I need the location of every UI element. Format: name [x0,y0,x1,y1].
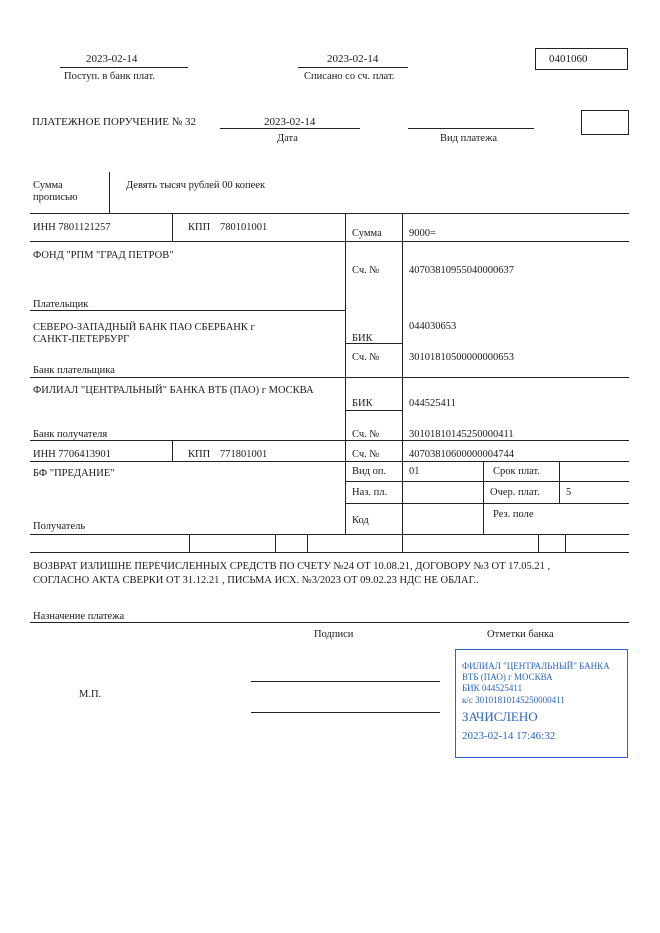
purpose-line-2: СОГЛАСНО АКТА СВЕРКИ ОТ 31.12.21 , ПИСЬМА ИСХ. №3/2023 ОТ 09.02.23 НДС НЕ ОБЛАГ.. [33,575,479,586]
grid-line [30,213,629,214]
stamp-status: ЗАЧИСЛЕНО [462,709,538,724]
purpose-label: Назначение платежа [33,611,125,622]
op-type-label: Вид оп. [352,466,387,477]
mp-label: М.П. [79,689,102,700]
payer-bank-label: Банк плательщика [33,365,115,376]
debited-label: Списано со сч. плат. [304,71,395,82]
payer-kpp-label: КПП [188,222,211,233]
payer-bik-label: БИК [352,333,373,344]
grid-line [345,241,629,242]
stamp-line-3: БИК 044525411 [462,683,523,693]
order-date-label: Дата [277,133,298,144]
payer-name: ФОНД "РПМ "ГРАД ПЕТРОВ" [33,250,174,261]
stamp-line-4: к/с 30101810145250000411 [462,695,565,705]
term-label: Срок плат. [493,466,540,477]
payee-label: Получатель [33,521,86,532]
reserve-label: Рез. поле [493,509,534,520]
amount-words-label-2: прописью [33,192,78,203]
grid-line [30,461,629,462]
payer-account-label: Сч. № [352,265,380,276]
payer-bank-account-label: Сч. № [352,352,380,363]
payee-bank-account: 30101810145250000411 [409,429,514,440]
op-type-value: 01 [409,466,420,477]
grid-vline [402,213,403,552]
priority-value: 5 [566,487,572,498]
grid-vline [565,534,566,552]
payee-bank-name: ФИЛИАЛ "ЦЕНТРАЛЬНЫЙ" БАНКА ВТБ (ПАО) г МОСКВА [33,385,314,396]
stamp-datetime: 2023-02-14 17:46:32 [462,730,556,742]
priority-label: Очер. плат. [490,487,540,498]
bank-stamp [455,649,628,758]
signature-line-1 [251,681,440,682]
stamp-line-2: ВТБ (ПАО) г МОСКВА [462,672,553,682]
grid-line [30,440,629,441]
purpose-code-label: Наз. пл. [352,487,388,498]
grid-vline [345,213,346,534]
bank-marks-label: Отметки банка [487,629,554,640]
order-date: 2023-02-14 [264,116,316,128]
grid-vline [275,534,276,552]
amount-words-label-1: Сумма [33,180,63,191]
form-code: 0401060 [549,53,588,65]
payer-bank-name-1: СЕВЕРО-ЗАПАДНЫЙ БАНК ПАО СБЕРБАНК г [33,322,255,333]
payer-account: 40703810955040000637 [409,265,514,276]
stamp-line-1: ФИЛИАЛ "ЦЕНТРАЛЬНЫЙ" БАНКА [462,661,610,671]
grid-line [30,241,345,242]
order-date-line [220,128,360,129]
sum-value: 9000= [409,228,436,239]
payment-type-label: Вид платежа [440,133,498,144]
payment-type-line [408,128,534,129]
payee-kpp-label: КПП [188,449,211,460]
signature-line-2 [251,712,440,713]
payee-inn: ИНН 7706413901 [33,449,111,460]
grid-line [30,534,629,535]
payee-name: БФ "ПРЕДАНИЕ" [33,468,115,479]
payee-kpp: 771801001 [220,449,268,460]
payer-bik: 044030653 [409,321,457,332]
amount-words-divider [109,172,110,213]
payee-bank-account-label: Сч. № [352,429,380,440]
received-date: 2023-02-14 [86,53,138,65]
grid-vline [189,534,190,552]
grid-line [345,481,629,482]
grid-vline [307,534,308,552]
payee-bik: 044525411 [409,398,456,409]
payee-bank-label: Банк получателя [33,429,108,440]
payer-kpp: 780101001 [220,222,268,233]
debited-date: 2023-02-14 [327,53,379,65]
grid-line [345,410,402,411]
payer-bank-account: 30101810500000000653 [409,352,514,363]
grid-line [345,503,629,504]
signatures-label: Подписи [314,629,354,640]
document-title: ПЛАТЕЖНОЕ ПОРУЧЕНИЕ № 32 [32,116,197,128]
amount-words-value: Девять тысяч рублей 00 копеек [126,180,266,191]
payer-label: Плательщик [33,299,89,310]
payee-bik-label: БИК [352,398,373,409]
sum-label: Сумма [352,228,382,239]
received-label: Поступ. в банк плат. [64,71,155,82]
purpose-line [30,622,629,623]
grid-line [30,552,629,553]
payer-bank-name-2: САНКТ-ПЕТЕРБУРГ [33,334,130,345]
grid-line [30,377,629,378]
payee-account: 40703810600000004744 [409,449,514,460]
code-label: Код [352,515,369,526]
payer-inn: ИНН 7801121257 [33,222,111,233]
grid-vline [559,461,560,503]
grid-vline [538,534,539,552]
debited-date-line [298,67,408,68]
grid-vline [172,213,173,241]
received-date-line [60,67,188,68]
grid-vline [172,440,173,461]
grid-vline [483,461,484,534]
purpose-line-1: ВОЗВРАТ ИЗЛИШНЕ ПЕРЕЧИСЛЕННЫХ СРЕДСТВ ПО СЧЕТУ №24 ОТ 10.08.21, ДОГОВОРУ №3 ОТ 17.05.21 , [33,561,551,572]
status-code-box [581,110,629,135]
payee-account-label: Сч. № [352,449,380,460]
